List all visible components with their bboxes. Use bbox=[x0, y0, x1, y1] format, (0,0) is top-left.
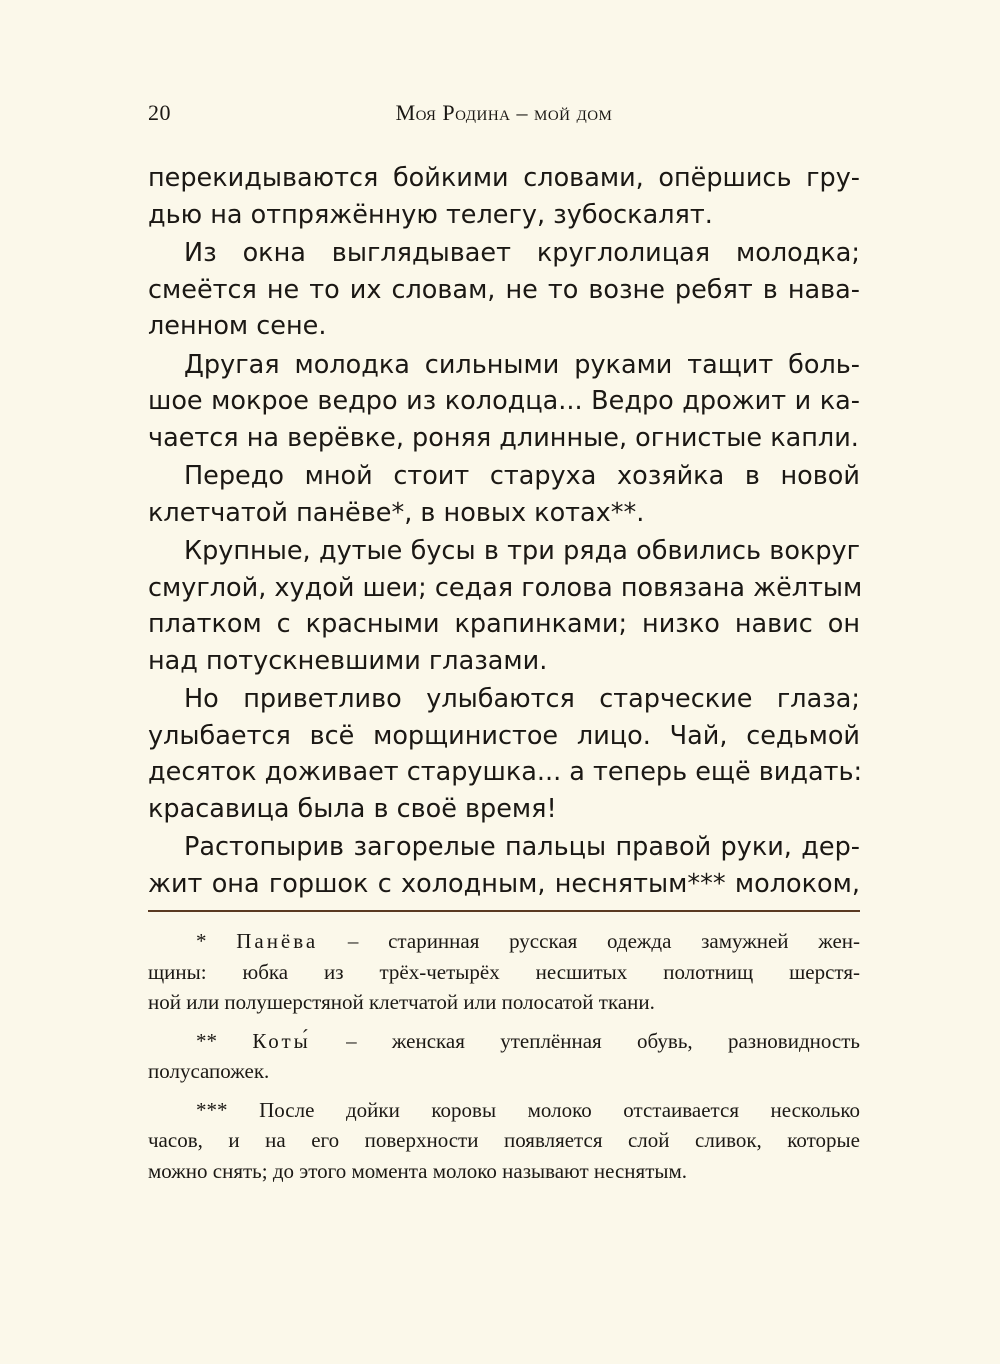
paragraph bbox=[148, 681, 863, 827]
text-line bbox=[148, 926, 860, 957]
text-line: Из окна выглядывает круглолицая молодка; bbox=[184, 238, 860, 268]
text-line bbox=[148, 1095, 860, 1126]
paragraph bbox=[148, 533, 863, 679]
text-line: Но приветливо улыбаются старческие глаза; bbox=[184, 684, 860, 714]
text-line: ной или полушерстяной клетчатой или полосатой ткани. bbox=[148, 990, 655, 1014]
text-line: над потускневшими глазами. bbox=[148, 645, 548, 676]
text-line: Крупные, дутые бусы в три ряда обвились вокруг bbox=[184, 536, 860, 566]
text-line: улыбается всё морщинистое лицо. Чай, седьмой bbox=[148, 720, 860, 751]
running-title: Моя Родина – мой дом bbox=[395, 100, 613, 125]
text-line: полусапожек. bbox=[148, 1059, 270, 1083]
text-line: платком с красными крапинками; низко навис он bbox=[148, 609, 860, 639]
footnote-text: После дойки коровы молоко отстаивается несколько bbox=[259, 1097, 860, 1122]
footnotes bbox=[148, 926, 860, 1194]
paragraph bbox=[148, 235, 860, 345]
footnote-term: Панёва bbox=[236, 929, 319, 953]
text-line: Другая молодка сильными руками тащит боль- bbox=[184, 349, 860, 380]
footnote bbox=[148, 1026, 860, 1087]
text-line: ленном сене. bbox=[148, 311, 327, 341]
footnote-text: – старинная русская одежда замужней жен- bbox=[347, 929, 861, 953]
text-line: чается на верёвке, роняя длинные, огнистые капли. bbox=[148, 422, 859, 453]
text-line: Растопырив загорелые пальцы правой руки, дер- bbox=[184, 832, 860, 862]
paragraph bbox=[148, 829, 860, 902]
footnote-divider bbox=[148, 910, 860, 912]
page-number: 20 bbox=[148, 100, 171, 125]
text-line: можно снять; до этого момента молоко называют неснятым. bbox=[148, 1158, 688, 1183]
text-line: Передо мной стоит старуха хозяйка в новой bbox=[184, 461, 860, 491]
footnote-term: Коты́ bbox=[252, 1028, 311, 1053]
footnote-marker: * bbox=[196, 929, 207, 953]
paragraph bbox=[148, 458, 860, 531]
footnote-marker: *** bbox=[196, 1097, 228, 1122]
text-line: дью на отпряжённую телегу, зубоскалят. bbox=[148, 199, 713, 230]
text-line: смеётся не то их словам, не то возне ребят в нава- bbox=[148, 274, 860, 305]
text-line: жит она горшок с холодным, неснятым*** молоком, bbox=[148, 868, 860, 899]
body-text bbox=[148, 160, 863, 904]
footnote bbox=[148, 926, 860, 1018]
text-line: щины: юбка из трёх-четырёх несшитых полотнищ шерстя- bbox=[148, 959, 860, 984]
text-line bbox=[148, 1026, 860, 1057]
text-line: шое мокрое ведро из колодца... Ведро дрожит и ка- bbox=[148, 386, 860, 416]
text-line: смуглой, худой шеи; седая голова повязана жёлтым bbox=[148, 572, 863, 603]
text-line: десяток доживает старушка... а теперь ещё видать: bbox=[148, 757, 863, 787]
paragraph bbox=[148, 160, 860, 233]
paragraph bbox=[148, 347, 860, 457]
text-line: перекидываются бойкими словами, опёршись гру- bbox=[148, 163, 860, 193]
running-head bbox=[148, 100, 860, 130]
footnote-marker: ** bbox=[196, 1028, 217, 1053]
footnote-text: – женская утеплённая обувь, разновидность bbox=[346, 1028, 860, 1053]
text-line: клетчатой панёве*, в новых котах**. bbox=[148, 497, 645, 528]
footnote bbox=[148, 1095, 860, 1187]
text-line: красавица была в своё время! bbox=[148, 793, 557, 824]
text-line: часов, и на его поверхности появляется слой сливок, которые bbox=[148, 1128, 860, 1152]
